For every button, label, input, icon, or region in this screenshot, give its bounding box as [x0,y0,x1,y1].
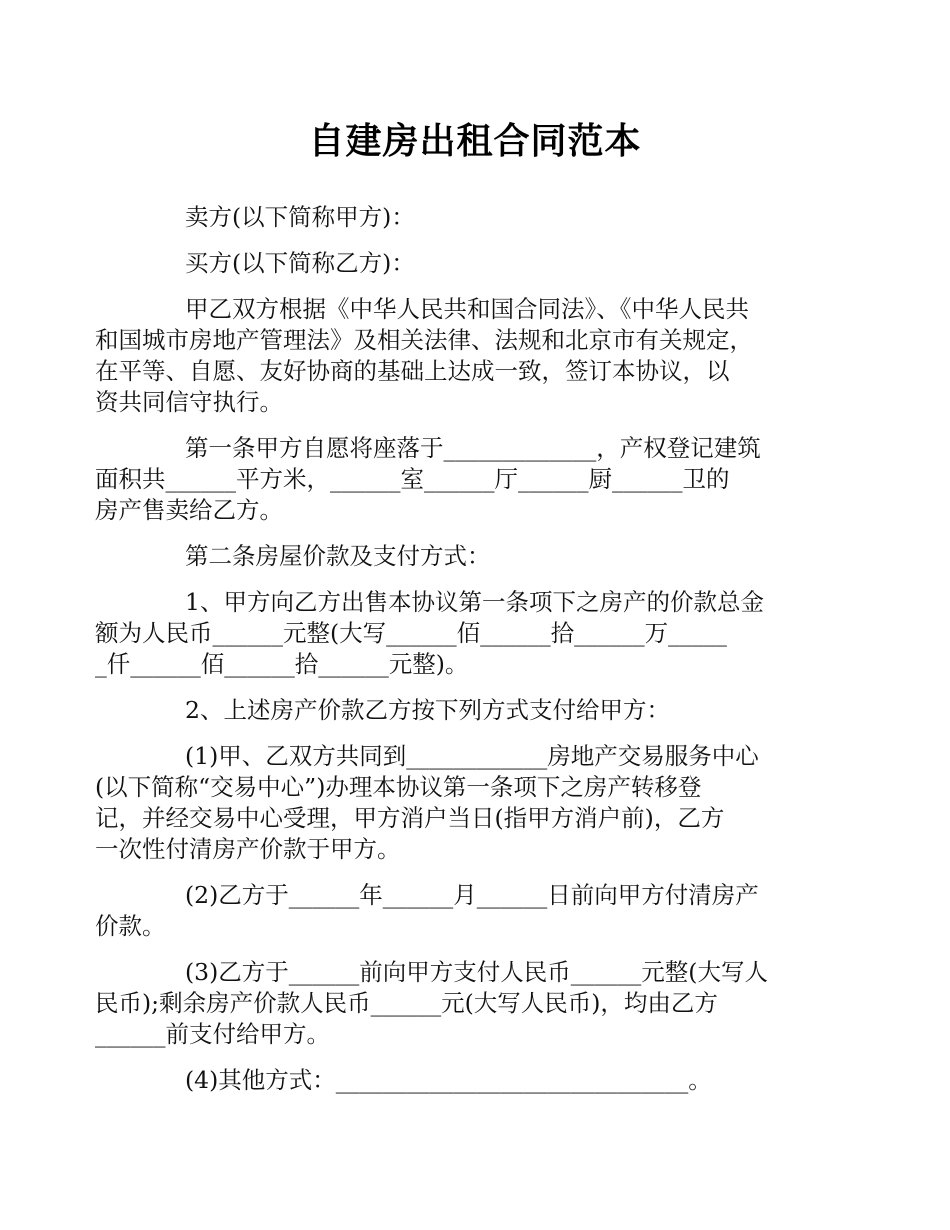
paragraph-line: 第二条房屋价款及支付方式： [185,542,491,570]
paragraph [140,248,825,279]
paragraph-line: 买方(以下简称乙方)： [185,249,415,277]
paragraph-line: 额为人民币______元整(大写______佰______拾______万_____ [95,619,727,647]
paragraph-line: _仟______佰______拾______元整)。 [95,650,469,678]
paragraph-line: 甲乙双方根据《中华人民共和国合同法》、《中华人民共 [185,295,749,323]
paragraph-line: (3)乙方于______前向甲方支付人民币______元整(大写人 [185,958,768,986]
paragraph [95,433,825,526]
document-title: 自建房出租合同范本 [308,121,642,162]
paragraph-line: 2、上述房产价款乙方按下列方式支付给甲方： [185,696,670,724]
paragraph-line: 房产售卖给乙方。 [95,496,283,524]
paragraph-line: (以下简称“交易中心”)办理本协议第一条项下之房产转移登 [95,773,702,801]
paragraph [95,294,825,418]
paragraph-line: (2)乙方于______年______月______日前向甲方付清房产 [185,881,759,909]
paragraph [140,541,825,572]
paragraph-line: 在平等、自愿、友好协商的基础上达成一致，签订本协议，以 [95,357,730,385]
paragraph-line: 资共同信守执行。 [95,388,283,416]
paragraph-line: (1)甲、乙双方共同到____________房地产交易服务中心 [185,742,759,770]
paragraph-line: 民币);剩余房产价款人民币______元(大写人民币)，均由乙方 [95,989,718,1017]
paragraph [140,1065,825,1096]
paragraph-line: 卖方(以下简称甲方)： [185,203,415,231]
paragraph [95,741,825,865]
paragraph [95,880,825,942]
paragraph [140,695,825,726]
paragraph-line: 价款。 [95,912,166,940]
paragraph [95,957,825,1050]
paragraph-line: 1、甲方向乙方出售本协议第一条项下之房产的价款总金 [185,588,764,616]
paragraph-line: 面积共______平方米，______室______厅______厨______卫的 [95,465,730,493]
document-body [95,202,825,1111]
paragraph-line: ______前支付给甲方。 [95,1020,330,1048]
paragraph-line: 和国城市房地产管理法》及相关法律、法规和北京市有关规定， [95,326,753,354]
paragraph-line: 一次性付清房产价款于甲方。 [95,835,401,863]
paragraph-line: 记，并经交易中心受理，甲方消户当日(指甲方消户前)，乙方 [95,804,725,832]
paragraph-line: 第一条甲方自愿将座落于_____________，产权登记建筑 [185,434,761,462]
paragraph [140,202,825,233]
paragraph-line: (4)其他方式：______________________________。 [185,1066,712,1094]
paragraph [95,587,825,680]
